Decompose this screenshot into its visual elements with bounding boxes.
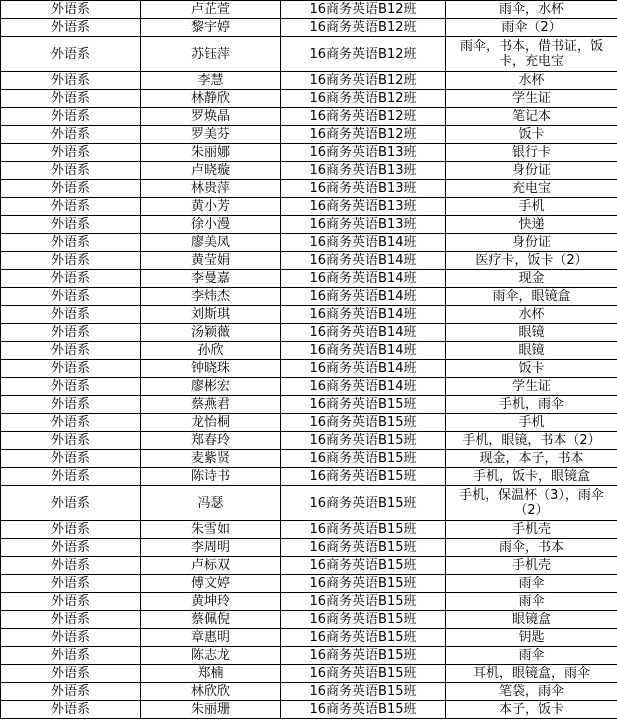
dept-cell: 外语系 — [1, 557, 141, 575]
name-cell: 黄坤玲 — [141, 593, 281, 611]
class-cell: 16商务英语B15班 — [281, 629, 446, 647]
dept-cell: 外语系 — [1, 72, 141, 90]
name-cell: 刘斯琪 — [141, 306, 281, 324]
name-cell: 李慧 — [141, 72, 281, 90]
items-cell: 手机 — [446, 414, 617, 432]
items-cell: 手机，眼镜，书本（2） — [446, 432, 617, 450]
items-cell: 雨伞，书本，借书证，饭卡，充电宝 — [446, 37, 617, 72]
dept-cell: 外语系 — [1, 19, 141, 37]
table-row — [1, 108, 617, 126]
items-cell: 雨伞，水杯 — [446, 1, 617, 19]
name-cell: 孙欣 — [141, 342, 281, 360]
table-row — [1, 378, 617, 396]
table-row — [1, 629, 617, 647]
table-row — [1, 521, 617, 539]
name-cell: 钟晓珠 — [141, 360, 281, 378]
dept-cell: 外语系 — [1, 701, 141, 719]
items-cell: 银行卡 — [446, 144, 617, 162]
items-cell: 手机 — [446, 198, 617, 216]
items-cell: 手机，雨伞 — [446, 396, 617, 414]
name-cell: 李曼嘉 — [141, 270, 281, 288]
table-row — [1, 593, 617, 611]
dept-cell: 外语系 — [1, 432, 141, 450]
name-cell: 朱雪如 — [141, 521, 281, 539]
class-cell: 16商务英语B13班 — [281, 180, 446, 198]
class-cell: 16商务英语B15班 — [281, 683, 446, 701]
items-cell: 雨伞，眼镜盒 — [446, 288, 617, 306]
dept-cell: 外语系 — [1, 575, 141, 593]
items-cell: 雨伞 — [446, 593, 617, 611]
dept-cell: 外语系 — [1, 665, 141, 683]
items-cell: 身份证 — [446, 234, 617, 252]
table-row — [1, 414, 617, 432]
class-cell: 16商务英语B15班 — [281, 432, 446, 450]
dept-cell: 外语系 — [1, 360, 141, 378]
name-cell: 汤颖薇 — [141, 324, 281, 342]
dept-cell: 外语系 — [1, 234, 141, 252]
items-cell: 身份证 — [446, 162, 617, 180]
items-cell: 医疗卡，饭卡（2） — [446, 252, 617, 270]
table-row — [1, 468, 617, 486]
class-cell: 16商务英语B14班 — [281, 270, 446, 288]
dept-cell: 外语系 — [1, 216, 141, 234]
name-cell: 林静欣 — [141, 90, 281, 108]
items-cell: 手机壳 — [446, 557, 617, 575]
name-cell: 罗美芬 — [141, 126, 281, 144]
dept-cell: 外语系 — [1, 396, 141, 414]
dept-cell: 外语系 — [1, 486, 141, 521]
items-cell: 学生证 — [446, 378, 617, 396]
class-cell: 16商务英语B14班 — [281, 252, 446, 270]
name-cell: 徐小漫 — [141, 216, 281, 234]
items-cell: 雨伞 — [446, 647, 617, 665]
items-cell: 水杯 — [446, 72, 617, 90]
table-row — [1, 37, 617, 72]
class-cell: 16商务英语B13班 — [281, 216, 446, 234]
name-cell: 冯瑟 — [141, 486, 281, 521]
dept-cell: 外语系 — [1, 180, 141, 198]
class-cell: 16商务英语B14班 — [281, 234, 446, 252]
class-cell: 16商务英语B12班 — [281, 72, 446, 90]
table-row — [1, 396, 617, 414]
name-cell: 蔡佩倪 — [141, 611, 281, 629]
table-row — [1, 162, 617, 180]
items-cell: 眼镜 — [446, 324, 617, 342]
dept-cell: 外语系 — [1, 521, 141, 539]
table-row — [1, 144, 617, 162]
name-cell: 郑春玲 — [141, 432, 281, 450]
table-row — [1, 575, 617, 593]
name-cell: 廖彬宏 — [141, 378, 281, 396]
class-cell: 16商务英语B15班 — [281, 593, 446, 611]
name-cell: 黎宇婷 — [141, 19, 281, 37]
name-cell: 陈诗书 — [141, 468, 281, 486]
name-cell: 傅文婷 — [141, 575, 281, 593]
class-cell: 16商务英语B15班 — [281, 647, 446, 665]
table-row — [1, 611, 617, 629]
name-cell: 廖美凤 — [141, 234, 281, 252]
class-cell: 16商务英语B15班 — [281, 414, 446, 432]
dept-cell: 外语系 — [1, 468, 141, 486]
name-cell: 卢标双 — [141, 557, 281, 575]
class-cell: 16商务英语B14班 — [281, 342, 446, 360]
class-cell: 16商务英语B15班 — [281, 557, 446, 575]
class-cell: 16商务英语B14班 — [281, 378, 446, 396]
class-cell: 16商务英语B12班 — [281, 19, 446, 37]
items-cell: 充电宝 — [446, 180, 617, 198]
name-cell: 黄莹娟 — [141, 252, 281, 270]
table-row — [1, 126, 617, 144]
table-row — [1, 486, 617, 521]
name-cell: 陈志龙 — [141, 647, 281, 665]
items-cell: 雨伞（2） — [446, 19, 617, 37]
dept-cell: 外语系 — [1, 629, 141, 647]
class-cell: 16商务英语B12班 — [281, 1, 446, 19]
name-cell: 朱丽娜 — [141, 144, 281, 162]
table-row — [1, 1, 617, 19]
dept-cell: 外语系 — [1, 108, 141, 126]
table-row — [1, 216, 617, 234]
items-cell: 现金 — [446, 270, 617, 288]
table-row — [1, 90, 617, 108]
name-cell: 朱丽珊 — [141, 701, 281, 719]
dept-cell: 外语系 — [1, 198, 141, 216]
dept-cell: 外语系 — [1, 252, 141, 270]
class-cell: 16商务英语B14班 — [281, 288, 446, 306]
dept-cell: 外语系 — [1, 611, 141, 629]
dept-cell: 外语系 — [1, 324, 141, 342]
dept-cell: 外语系 — [1, 647, 141, 665]
items-cell: 快递 — [446, 216, 617, 234]
class-cell: 16商务英语B14班 — [281, 306, 446, 324]
name-cell: 蔡燕君 — [141, 396, 281, 414]
items-cell: 笔袋，雨伞 — [446, 683, 617, 701]
name-cell: 李周明 — [141, 539, 281, 557]
table-row — [1, 252, 617, 270]
class-cell: 16商务英语B15班 — [281, 396, 446, 414]
dept-cell: 外语系 — [1, 378, 141, 396]
items-cell: 饭卡 — [446, 360, 617, 378]
table-row — [1, 360, 617, 378]
name-cell: 李炜杰 — [141, 288, 281, 306]
name-cell: 林欣欣 — [141, 683, 281, 701]
table-row — [1, 701, 617, 719]
name-cell: 黄小芳 — [141, 198, 281, 216]
dept-cell: 外语系 — [1, 306, 141, 324]
items-cell: 水杯 — [446, 306, 617, 324]
class-cell: 16商务英语B12班 — [281, 108, 446, 126]
class-cell: 16商务英语B14班 — [281, 324, 446, 342]
items-cell: 现金，本子，书本 — [446, 450, 617, 468]
items-cell: 饭卡 — [446, 126, 617, 144]
dept-cell: 外语系 — [1, 414, 141, 432]
table-row — [1, 665, 617, 683]
class-cell: 16商务英语B15班 — [281, 665, 446, 683]
items-cell: 学生证 — [446, 90, 617, 108]
table-body — [1, 1, 617, 719]
table-row — [1, 683, 617, 701]
items-cell: 雨伞，书本 — [446, 539, 617, 557]
table-row — [1, 647, 617, 665]
table-row — [1, 19, 617, 37]
name-cell: 罗焕晶 — [141, 108, 281, 126]
name-cell: 郑楠 — [141, 665, 281, 683]
table-row — [1, 270, 617, 288]
dept-cell: 外语系 — [1, 539, 141, 557]
table-row — [1, 180, 617, 198]
dept-cell: 外语系 — [1, 450, 141, 468]
dept-cell: 外语系 — [1, 126, 141, 144]
class-cell: 16商务英语B15班 — [281, 521, 446, 539]
dept-cell: 外语系 — [1, 288, 141, 306]
dept-cell: 外语系 — [1, 683, 141, 701]
items-cell: 雨伞 — [446, 575, 617, 593]
table-row — [1, 432, 617, 450]
dept-cell: 外语系 — [1, 593, 141, 611]
dept-cell: 外语系 — [1, 37, 141, 72]
table-row — [1, 198, 617, 216]
items-cell: 本子，饭卡 — [446, 701, 617, 719]
items-cell: 耳机，眼镜盒，雨伞 — [446, 665, 617, 683]
table-row — [1, 72, 617, 90]
table-row — [1, 342, 617, 360]
name-cell: 龙怡桐 — [141, 414, 281, 432]
class-cell: 16商务英语B12班 — [281, 126, 446, 144]
class-cell: 16商务英语B13班 — [281, 144, 446, 162]
dept-cell: 外语系 — [1, 342, 141, 360]
class-cell: 16商务英语B15班 — [281, 468, 446, 486]
items-cell: 眼镜盒 — [446, 611, 617, 629]
class-cell: 16商务英语B15班 — [281, 611, 446, 629]
class-cell: 16商务英语B12班 — [281, 90, 446, 108]
items-cell: 钥匙 — [446, 629, 617, 647]
name-cell: 卢晓璇 — [141, 162, 281, 180]
dept-cell: 外语系 — [1, 162, 141, 180]
class-cell: 16商务英语B13班 — [281, 162, 446, 180]
name-cell: 苏钰萍 — [141, 37, 281, 72]
table-row — [1, 288, 617, 306]
items-cell: 手机，保温杯（3），雨伞（2） — [446, 486, 617, 521]
class-cell: 16商务英语B15班 — [281, 575, 446, 593]
table-row — [1, 557, 617, 575]
dept-cell: 外语系 — [1, 90, 141, 108]
class-cell: 16商务英语B15班 — [281, 539, 446, 557]
table-row — [1, 306, 617, 324]
items-cell: 眼镜 — [446, 342, 617, 360]
table-row — [1, 234, 617, 252]
class-cell: 16商务英语B15班 — [281, 701, 446, 719]
table-row — [1, 324, 617, 342]
table-row — [1, 539, 617, 557]
dept-cell: 外语系 — [1, 1, 141, 19]
name-cell: 麦紫贤 — [141, 450, 281, 468]
items-cell: 笔记本 — [446, 108, 617, 126]
items-cell: 手机壳 — [446, 521, 617, 539]
dept-cell: 外语系 — [1, 270, 141, 288]
class-cell: 16商务英语B15班 — [281, 486, 446, 521]
table-row — [1, 450, 617, 468]
class-cell: 16商务英语B12班 — [281, 37, 446, 72]
name-cell: 林贵萍 — [141, 180, 281, 198]
name-cell: 卢芷萱 — [141, 1, 281, 19]
class-cell: 16商务英语B13班 — [281, 198, 446, 216]
class-cell: 16商务英语B14班 — [281, 360, 446, 378]
class-cell: 16商务英语B15班 — [281, 450, 446, 468]
items-cell: 手机，饭卡，眼镜盒 — [446, 468, 617, 486]
dept-cell: 外语系 — [1, 144, 141, 162]
name-cell: 章惠明 — [141, 629, 281, 647]
